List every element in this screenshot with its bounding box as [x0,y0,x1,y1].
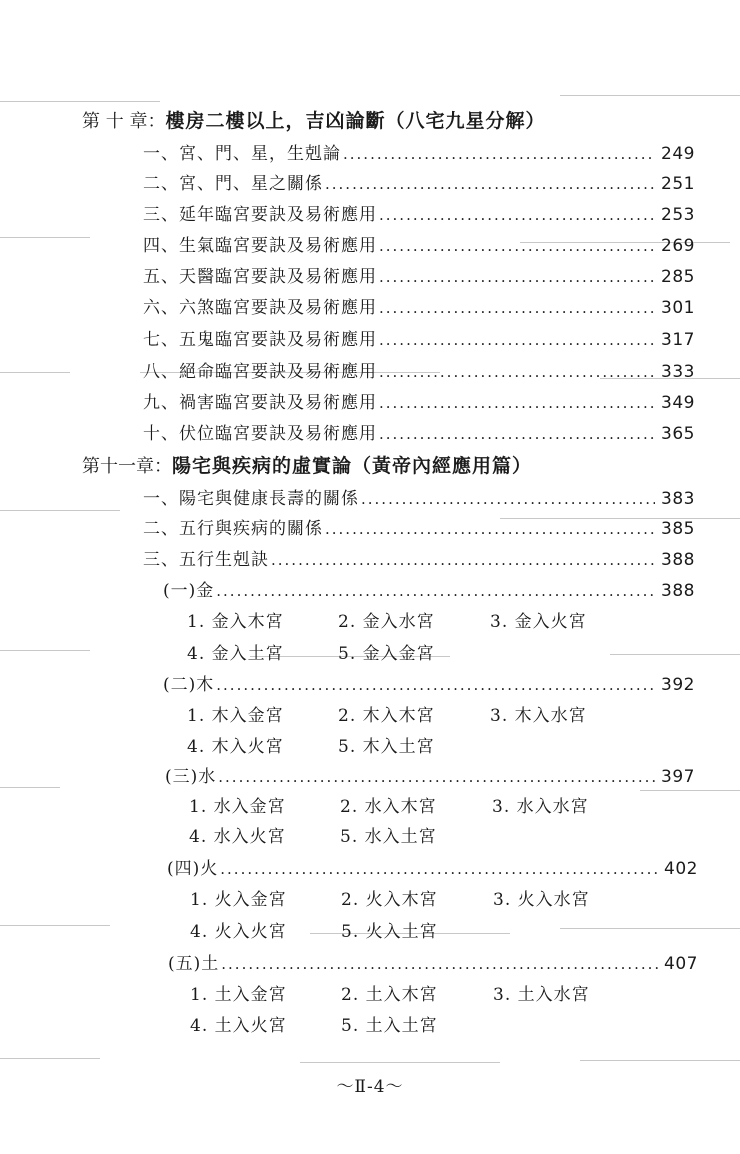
chapter-label: 第十一章： [82,456,172,477]
scan-streak [0,372,70,373]
toc-entry-title: 五、天醫臨宮要訣及易術應用 [143,267,377,287]
toc-entry-title: 六、六煞臨宮要訣及易術應用 [143,298,377,318]
scan-streak [0,510,120,511]
element-label: (二)木 [163,675,215,695]
dot-leader [325,515,655,543]
element-label: (三)水 [165,767,217,787]
page-number: 269 [661,236,695,256]
chapter-title: 樓房二樓以上，吉凶論斷（八宅九星分解） [165,110,546,132]
chapter-heading [82,452,532,481]
chapter-label: 第 十 章： [82,111,166,132]
element-item: 3. 木入水宮 [490,706,587,726]
dot-leader [271,546,655,574]
element-item: 1. 金入木宮 [187,612,284,632]
toc-entry-title: 三、延年臨宮要訣及易術應用 [143,205,377,225]
scan-streak [0,787,60,788]
element-item: 3. 土入水宮 [493,985,590,1005]
toc-entry[interactable] [143,326,695,354]
toc-entry-title: 七、五鬼臨宮要訣及易術應用 [143,330,377,350]
toc-entry[interactable] [143,294,695,322]
toc-entry-title: 二、五行與疾病的關係 [143,519,323,539]
element-item: 1. 木入金宮 [187,706,284,726]
toc-entry-title: 三、五行生剋訣 [143,550,269,570]
toc-entry-title: 十、伏位臨宮要訣及易術應用 [143,424,377,444]
element-item: 1. 土入金宮 [190,985,287,1005]
element-label: (四)火 [167,859,219,879]
element-item: 4. 火入火宮 [190,922,287,942]
dot-leader [361,485,655,513]
element-label: (五)土 [168,954,220,974]
page-number: 365 [661,424,695,444]
toc-entry-title: 四、生氣臨宮要訣及易術應用 [143,236,377,256]
page-number: 388 [661,581,695,601]
page-number: 285 [661,267,695,287]
element-item: 2. 金入水宮 [338,612,435,632]
scan-streak [0,1058,100,1059]
dot-leader [343,140,655,168]
toc-entry[interactable] [143,201,695,229]
dot-leader [216,577,655,605]
scan-streak [0,650,90,651]
toc-entry[interactable] [143,140,695,168]
element-item: 5. 水入土宮 [340,827,437,847]
element-label: (一)金 [163,581,215,601]
element-entry[interactable] [168,950,698,978]
page-number: 397 [661,767,695,787]
toc-entry[interactable] [143,170,695,198]
element-entry[interactable] [165,763,695,791]
dot-leader [379,389,655,417]
element-entry[interactable] [163,577,695,605]
toc-entry[interactable] [143,485,695,513]
dot-leader [379,420,655,448]
toc-entry-title: 一、陽宅與健康長壽的關係 [143,489,359,509]
element-item: 1. 火入金宮 [190,890,287,910]
page-number: 392 [661,675,695,695]
element-item: 3. 火入水宮 [493,890,590,910]
scan-streak [560,95,740,96]
scan-streak [0,101,160,102]
toc-entry-title: 八、絕命臨宮要訣及易術應用 [143,362,377,382]
scan-streak [610,654,740,655]
toc-entry[interactable] [143,515,695,543]
dot-leader [325,170,655,198]
element-entry[interactable] [163,671,695,699]
dot-leader [379,201,655,229]
scan-streak [300,1062,500,1063]
page-number: 249 [661,144,695,164]
element-item: 5. 金入金宮 [338,644,435,664]
toc-entry[interactable] [143,389,695,417]
element-item: 4. 水入火宮 [189,827,286,847]
toc-entry-title: 一、宮、門、星，生剋論 [143,144,341,164]
page-footer: ～Ⅱ-4～ [336,1077,404,1097]
chapter-title: 陽宅與疾病的虛實論（黃帝內經應用篇） [172,455,533,477]
toc-entry-title: 二、宮、門、星之關係 [143,174,323,194]
dot-leader [216,671,655,699]
toc-entry[interactable] [143,358,695,386]
dot-leader [220,855,658,883]
page-number: 385 [661,519,695,539]
scan-streak [580,1060,740,1061]
element-item: 2. 木入木宮 [338,706,435,726]
page-number: 301 [661,298,695,318]
page-number: 251 [661,174,695,194]
scan-streak [560,928,740,929]
page-number: 349 [661,393,695,413]
element-item: 5. 火入土宮 [341,922,438,942]
element-entry[interactable] [167,855,698,883]
dot-leader [218,763,655,791]
element-item: 4. 木入火宮 [187,737,284,757]
page-number: 333 [661,362,695,382]
dot-leader [379,358,655,386]
page-number: 317 [661,330,695,350]
dot-leader [379,326,655,354]
scan-streak [0,237,90,238]
page-number: 402 [664,859,698,879]
toc-entry[interactable] [143,263,695,291]
element-item: 5. 土入土宮 [341,1016,438,1036]
dot-leader [379,294,655,322]
element-item: 5. 木入土宮 [338,737,435,757]
toc-entry[interactable] [143,420,695,448]
element-item: 2. 火入木宮 [341,890,438,910]
dot-leader [221,950,658,978]
element-item: 2. 水入木宮 [340,797,437,817]
toc-entry-title: 九、禍害臨宮要訣及易術應用 [143,393,377,413]
dot-leader [379,232,655,260]
chapter-heading [82,107,545,136]
toc-entry[interactable] [143,546,695,574]
toc-entry[interactable] [143,232,695,260]
page-number: 383 [661,489,695,509]
element-item: 1. 水入金宮 [189,797,286,817]
element-item: 3. 金入火宮 [490,612,587,632]
element-item: 4. 金入土宮 [187,644,284,664]
dot-leader [379,263,655,291]
element-item: 2. 土入木宮 [341,985,438,1005]
element-item: 3. 水入水宮 [492,797,589,817]
page-number: 253 [661,205,695,225]
page-number: 388 [661,550,695,570]
element-item: 4. 土入火宮 [190,1016,287,1036]
scan-streak [0,925,110,926]
page-number: 407 [664,954,698,974]
